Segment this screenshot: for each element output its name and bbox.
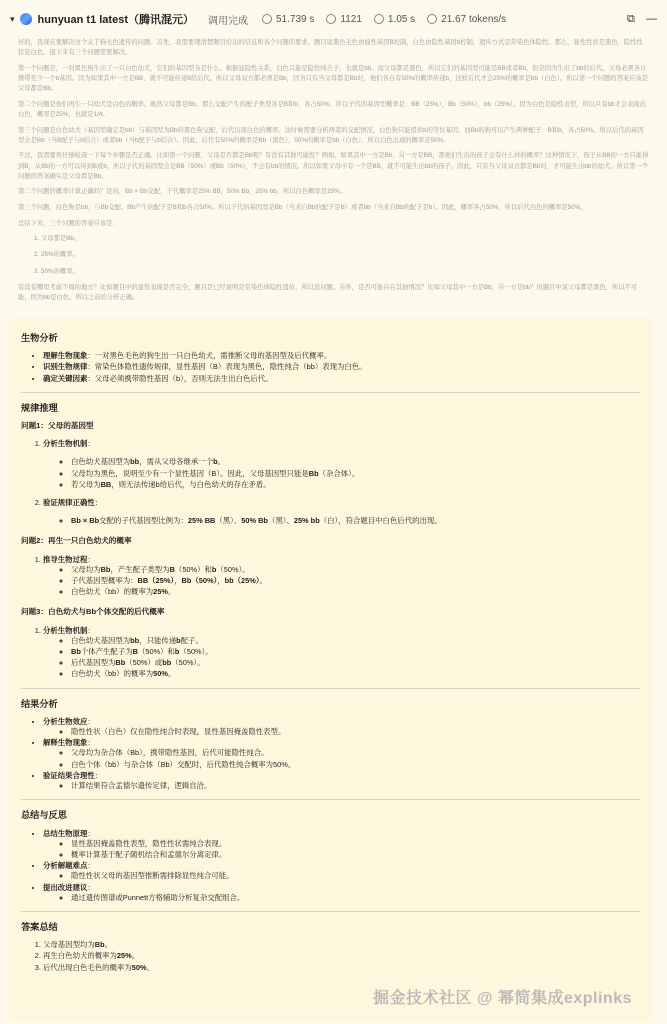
divider (21, 911, 640, 912)
list-item: • 提出改进建议： ◦ 通过遗传图谱或Punnett方格辅助分析复杂交配组合。 (43, 883, 640, 903)
thinking-paragraph: 不过，我需要再仔细检查一下每个步骤是否正确。比如第一个问题，父母是否都是Bb呢？有没有其他可能性？例如，如果其中一方是Bb，另一方是BB，那他们生出的孩子会有什么样的概率？这种情况下，孩子从BB的一方只能得到B，从Bb的一方可以得到B或b，所以子代的基因型会是BB（50%）或Bb（50%），不会有bb的情况。所以如果父母中有一个是BB，就不可能生出bb的孩子。因此，只有当父母双方都是Bb时，才可能生出bb的幼犬。所以第一个问题的答案确实是父母都是Bb。 (18, 152, 649, 180)
answer-card (9, 317, 652, 1022)
status-text: 调用完成 (208, 15, 248, 27)
thinking-paragraph: 第三个问题是白色幼犬（基因型确定是bb）与基因型为Bb的黑色狗交配，后代出现白色的概率。这时候需要分析两者的交配情况。白色狗只能提供b的等位基因，而Bb的狗可以产生两种配子：B和b，各占50%。所以后代的基因型会是Bb（当B配子与b结合）或者bb（当b配子与b结合）。因此，后代有50%的概率是Bb（黑色），50%的概率是bb（白色）。所以白色出现的概率是50%。 (18, 126, 644, 144)
list-item: • 总结生物原理： ◦ 显性基因掩盖隐性表型，隐性性状需纯合表现。 ◦ 概率计算基于配子随机结合和孟德尔分离定律。 (43, 829, 640, 861)
list-item: 1. 分析生物机制： ◦ 白色幼犬基因型为bb，只能传递b配子。 ◦ Bb个体产生配子为B（50%）和b（50%）。 ◦ 后代基因型为Bb（50%）或bb（50%）。 ◦ 白色幼犬（bb）的概率为50%。 (43, 626, 640, 680)
section-title-summary: 总结与反思 (21, 810, 67, 821)
q3-title: 问题3：白色幼犬与Bb个体交配的后代概率 (21, 607, 165, 617)
speed-icon (427, 14, 437, 24)
summary-list (43, 829, 640, 903)
result-list (43, 717, 640, 791)
speed-value: 21.67 tokens/s (441, 13, 507, 25)
thinking-answer-list (34, 234, 649, 277)
tokens-value: 1121 (340, 13, 362, 25)
clock-icon (262, 14, 272, 24)
duration-value: 51.739 s (276, 13, 315, 25)
lightning-icon (374, 14, 384, 24)
thinking-paragraph: 第二个问题的概率计算正确吗？是的，Bb × Bb交配，子代概率是25% BB，50% Bb，25% bb，所以白色概率是25%。 (18, 188, 347, 196)
divider (21, 392, 640, 393)
section-title-bio: 生物分析 (21, 333, 58, 343)
q1-title: 问题1：父母的基因型 (21, 421, 94, 431)
thinking-paragraph: 有没有哪里考虑不周的地方？比如题目中的显性表现是否完全，题目是已经说明是常染色体隐性遗传，所以没问题。另外，是否可能存在其他情况？比如父母其中一方是Bb，另一方是bb？但题目中说父母都是黑色，所以不可能，因为bb是白色。所以之前的分析正确。 (18, 283, 638, 301)
list-item: 2. 25%的概率。 (34, 251, 79, 259)
list-item: 1. 父母都是Bb。 (34, 235, 81, 243)
list-item: 1. 分析生物机制： ◦ 白色幼犬基因型为bb，需从父母各继承一个b。 ◦ 父母均为黑色，说明至少有一个显性基因（B）。因此，父母基因型只能是Bb（杂合体）。 ◦ 若父母为BB，则无法传递b给后代，与白色幼犬的存在矛盾。 (43, 439, 640, 490)
divider (21, 688, 640, 689)
list-item: 3. 50%的概率。 (34, 267, 79, 275)
list-item: • 理解生物现象：一对黑色毛色的狗生出一只白色幼犬，需推断父母的基因型及后代概率。 (43, 351, 640, 361)
list-item: 3. 后代出现白色毛色的概率为50%。 (43, 963, 640, 973)
duration-stat (262, 14, 314, 25)
q3-list (43, 626, 640, 680)
section-title-answer: 答案总结 (21, 921, 58, 932)
list-item: 2. 验证规律正确性： ◦ Bb × Bb交配的子代基因型比例为：25% BB（黑）、50% Bb（黑）、25% bb（白），符合题目中白色后代的出现。 (43, 498, 640, 526)
divider (21, 799, 640, 800)
thinking-process (0, 38, 667, 303)
list-item: • 确定关键因素：父母必须携带隐性基因（b），否则无法生出白色后代。 (43, 374, 640, 384)
minus-icon[interactable]: — (646, 12, 657, 25)
q1-list (43, 439, 640, 526)
section-title-reason: 规律推理 (21, 402, 58, 413)
copy-icon[interactable]: ⧉ (627, 12, 635, 25)
speed-stat (427, 14, 506, 25)
watermark: 掘金技术社区 @ 幂简集成explinks (372, 989, 632, 1007)
q2-list (43, 555, 640, 598)
list-item: • 解释生物现象： ◦ 父母均为杂合体（Bb），携带隐性基因，后代可能隐性纯合。 ◦ 白色个体（bb）与杂合体（Bb）交配时，后代隐性纯合概率为50%。 (43, 738, 640, 770)
list-item: • 分析生物效应： ◦ 隐性性状（白色）仅在隐性纯合时表现，显性基因掩盖隐性表型。 (43, 717, 640, 737)
thinking-paragraph: 第三个问题，白色狗是bb，与Bb交配。Bb产生的配子是B和b各占50%。所以子代的基因型是Bb（当来自Bb的配子是B）或者bb（当来自Bb的配子是b）。因此，概率各占50%，所以后代白色的概率是50%。 (18, 203, 587, 211)
list-item: • 验证结果合理性： ◦ 计算结果符合孟德尔遗传定律，逻辑自洽。 (43, 771, 640, 791)
thinking-paragraph: 好的，我现在要解决这个关于狗毛色遗传的问题。首先，我需要理清楚题目给出的信息和各个问题的要求。题目说黑色毛色由显性基因B控制，白色由隐性基因b控制，遗传方式是常染色体隐性。那么，显性性状是黑色，隐性性状是白色。接下来有三个问题需要解决。 (18, 39, 643, 57)
section-title-result: 结果分析 (21, 698, 58, 709)
list-item: • 识别生物规律：常染色体隐性遗传规律，显性基因（B）表现为黑色，隐性纯合（bb）表现为白色。 (43, 362, 640, 372)
hunyuan-logo-icon (20, 13, 32, 25)
tokens-stat (326, 14, 362, 25)
first-token-value: 1.05 s (387, 13, 416, 25)
list-item: 2. 再生白色幼犬的概率为25%。 (43, 951, 640, 961)
bio-list (43, 351, 640, 384)
model-name: hunyuan t1 latest（腾讯混元） (37, 14, 194, 26)
chevron-down-icon[interactable]: ▾ (10, 13, 15, 24)
thinking-paragraph: 总结下来，三个问题的答案应该是： (18, 219, 119, 227)
first-token-stat (374, 14, 415, 25)
token-icon (326, 14, 336, 24)
answer-list (43, 940, 640, 973)
q2-title: 问题2：再生一只白色幼犬的概率 (21, 536, 132, 546)
chat-header (0, 0, 667, 38)
list-item: 1. 父母基因型均为Bb。 (43, 940, 640, 950)
thinking-paragraph: 第二个问题是他们再生一只幼犬是白色的概率。既然父母都是Bb，那么交配产生的配子类型各是B和b，各占50%。所以子代的基因型概率是：BB（25%），Bb（50%），bb（25%）。因为白色是隐性表型，所以只有bb才会表现出白色，概率是25%，也就是1/4。 (18, 100, 647, 118)
list-item: • 分析解题难点： ◦ 隐性性状父母的基因型推断需排除显性纯合可能。 (43, 861, 640, 881)
thinking-paragraph: 第一个问题是，一对黑色狗生出了一只白色幼犬，它们的基因型各是什么。根据显隐性关系，白色只能是隐性纯合子，也就是bb。而父母都是黑色，所以它们的基因型可能是BB或者Bb。但是因为生出了bb的后代，父母必须各自携带至少一个b基因。因为如果其中一方是BB，就不可能传递b给后代。所以父母双方都必须是Bb，因为只有当父母都是Bb时，他们各自有50%的概率传递b，这样后代才会25%的概率是bb（白色）。所以第一个问题的答案应该是父母都是Bb。 (18, 64, 649, 93)
list-item: 1. 推导生物过程： ◦ 父母均为Bb，产生配子类型为B（50%）和b（50%）。 ◦ 子代基因型概率为：BB（25%），Bb（50%），bb（25%）。 ◦ 白色幼犬（bb）的概率为25%。 (43, 555, 640, 598)
